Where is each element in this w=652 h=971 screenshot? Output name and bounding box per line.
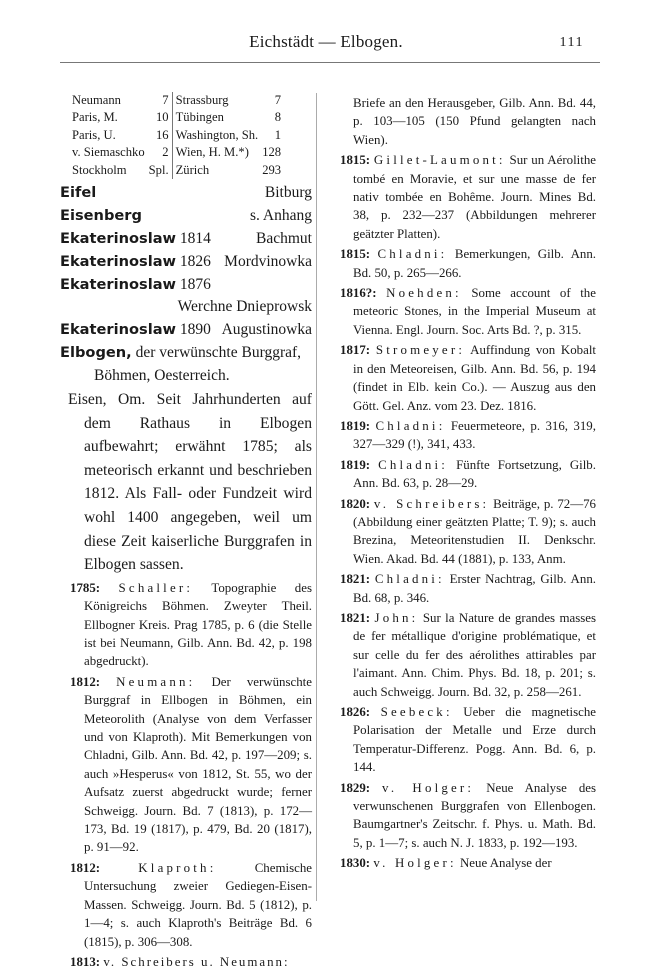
collection-value: 7 — [162, 93, 169, 107]
entry-name: Eifel — [60, 184, 97, 202]
entry-place: Bachmut — [256, 230, 312, 248]
reference-text: Chemische Untersuchung zweier Gediegen-Eisen-Massen. Schweigg. Journ. Bd. 5 (1812), p. 1—4; s. auch Klaproth's Beiträge Bd. 6 (1815), p. 306—308. — [84, 860, 312, 949]
reference-text: Sur un Aérolithe tombé en Moravie, et sur une masse de fer nativ tombée en Bohême. Journ. Mines Bd. 38, p. 232—237 (Abbildungen mehrerer geätzter Platten). — [353, 153, 596, 241]
reference-text: Neue Analyse der — [459, 856, 552, 871]
reference-author: Schaller: — [118, 580, 194, 595]
collection-value: 7 — [274, 93, 282, 107]
reference-year: 1829: — [340, 780, 371, 795]
reference-item — [340, 417, 596, 454]
entry-name: Ekaterinoslaw — [60, 230, 177, 248]
meteorite-entry — [60, 204, 312, 227]
collection-name: Paris, U. — [72, 127, 116, 142]
reference-text: Some account of the meteoric Stones, in the Imperial Museum at Vienna. Engl. Journ. Soc. Arts Bd. ?, p. 315. — [353, 286, 596, 337]
header-rule — [60, 62, 600, 63]
reference-item — [340, 456, 596, 493]
reference-author: John: — [374, 610, 419, 625]
table-row — [70, 162, 284, 179]
reference-item — [340, 570, 596, 607]
page-number: 111 — [559, 35, 584, 50]
meteorite-entry — [60, 250, 312, 273]
reference-item — [340, 609, 596, 701]
reference-year: 1821: — [340, 610, 371, 625]
entry-location: Böhmen, Oesterreich. — [94, 367, 230, 385]
collection-name: Stockholm — [72, 162, 127, 177]
meteorite-entry — [60, 181, 312, 204]
reference-year: 1815: — [340, 153, 371, 168]
collection-name: Zürich — [172, 162, 260, 179]
collection-value: 128 — [262, 145, 282, 160]
table-row — [70, 92, 284, 109]
right-column — [340, 92, 596, 873]
reference-item — [340, 284, 596, 339]
page-header-title: Eichstädt — Elbogen. — [249, 32, 403, 51]
entry-place: Augustinowka — [221, 321, 312, 339]
reference-year: 1812: — [70, 674, 101, 689]
meteorite-entry — [60, 273, 312, 296]
collection-value: 16 — [156, 127, 169, 142]
reference-author: Stromeyer: — [375, 343, 466, 358]
reference-author: v. Schreibers: — [373, 496, 490, 511]
reference-text: Der verwünschte Burggraf in Ellbogen in Böhmen, ein Meteorolith (Analyse von dem Verfasser und von Klaproth). Mit Bemerkungen von Chladni, Gilb. Ann. Bd. 42, p. 197—209; s. auch »Hesperus« von 1812, St. 55, wo der Aufsatz zuerst abgedruckt wurde; ferner Schweigg. Journ. Bd. 7 (1813), p. 172—173, Bd. 19 (1817), p. 479, Bd. 20 (1817), p. 91—92. — [84, 674, 312, 855]
collection-name: Strassburg — [172, 92, 260, 109]
reference-item — [340, 245, 596, 282]
reference-continuation: Briefe an den Herausgeber, Gilb. Ann. Bd. 44, p. 103—105 (150 Pfund gelangten nach Wien). — [353, 96, 596, 147]
reference-author: Klaproth: — [138, 860, 217, 875]
reference-item — [60, 953, 312, 971]
reference-author: Chladni: — [377, 247, 448, 262]
collection-value: 10 — [156, 110, 169, 125]
collection-value: 2 — [162, 145, 169, 160]
reference-year: 1817: — [340, 343, 371, 358]
meteorite-entry — [60, 318, 312, 341]
reference-author: v. Schreibers u. Neumann: — [103, 954, 290, 969]
entry-name: Eisenberg — [60, 207, 142, 225]
reference-author: Gillet-Laumont: — [373, 153, 506, 168]
reference-text: Feuermeteore, p. 316, 319, 327—329 (!), 341, 433. — [353, 418, 596, 452]
entry-place: Werchne Dnieprowsk — [177, 298, 312, 316]
reference-item — [340, 151, 596, 243]
reference-text: Neue Analyse des verwunschenen Burggrafen von Ellenbogen. Baumgartner's Zeitschr. f. Phys. u. Math. Bd. 5, p. 1—7; s. auch N. J. 1833, p. 192—193. — [353, 780, 597, 850]
table-row — [70, 109, 284, 126]
reference-text: Topographie des Königreichs Böhmen. Zweyter Theil. Ellbogner Kreis. Prag 1785, p. 6 (die Stelle ist bei Neumann, Gilb. Ann. Bd. 42, p. 198 abgedruckt). — [84, 580, 312, 669]
reference-text: Auffindung von Kobalt in den Meteoreisen, Gilb. Ann. Bd. 56, p. 194 (findet in Elb. kein Co.). — Auszug aus den Gött. Gel. Anz. vom 23. Dez. 1816. — [353, 343, 596, 413]
collection-weights-table — [70, 92, 284, 179]
reference-year: 1819: — [340, 457, 371, 472]
entry-name: Ekaterinoslaw — [60, 321, 177, 339]
reference-author: v. Holger: — [382, 780, 475, 795]
reference-year: 1830: — [340, 856, 371, 871]
reference-item — [340, 854, 596, 872]
collection-name: v. Siemaschko — [72, 145, 145, 160]
column-divider — [316, 93, 317, 901]
collection-value: 293 — [262, 162, 282, 177]
left-column — [60, 92, 312, 971]
collection-name: Neumann — [72, 93, 121, 107]
reference-year: 1826: — [340, 705, 371, 719]
reference-item — [60, 673, 312, 857]
entry-place: Bitburg — [264, 184, 312, 202]
reference-text: Bemerkungen, Gilb. Ann. Bd. 50, p. 265—266. — [353, 247, 596, 280]
meteorite-entry — [60, 227, 312, 250]
entry-year: 1876 — [179, 276, 211, 294]
collection-name: Washington, Sh. — [172, 127, 260, 144]
reference-author: Chladni: — [375, 418, 446, 433]
elbogen-entry — [60, 341, 312, 387]
reference-text: Beiträge, p. 72—76 (Abbildung einer geätzten Platte; T. 9); s. auch Brezina, Meteoritenstudien II. Denkschr. Wien. Akad. Bd. 44 (1881), p. 133, Anm. — [353, 496, 596, 566]
entry-subtitle: der verwünschte Burggraf, — [135, 344, 302, 362]
reference-item — [340, 703, 596, 777]
reference-year: 1819: — [340, 418, 371, 433]
collection-value: 1 — [274, 127, 282, 142]
reference-year: 1820: — [340, 496, 371, 511]
entry-name: Ekaterinoslaw — [60, 276, 177, 294]
reference-item — [60, 579, 312, 671]
reference-year: 1785: — [70, 580, 101, 595]
table-row — [70, 144, 284, 161]
entry-name: Elbogen, — [60, 344, 132, 362]
running-header — [60, 30, 592, 58]
entry-description: Eisen, Om. Seit Jahrhunderten auf dem Rathaus in Elbogen aufbewahrt; erwähnt 1785; als meteorisch erkannt und beschrieben 1812. Als Fall- oder Fundzeit wird wohl 1400 angegeben, weil um diese Zeit kaiserliche Burggrafen in Elbogen sassen. — [68, 391, 312, 574]
collection-name: Paris, M. — [72, 110, 118, 125]
entry-year: 1826 — [179, 253, 211, 271]
entry-place: Mordvinowka — [224, 253, 312, 271]
reference-author: Neumann: — [116, 674, 196, 689]
reference-item — [340, 495, 596, 569]
reference-year: 1821: — [340, 572, 371, 587]
reference-author: v. Holger: — [373, 856, 457, 871]
reference-text: Ueber die magnetische Polarisation der Metalle und Erze durch Temperatur-Differenz. Pogg. Ann. Bd. 6, p. 144. — [353, 705, 596, 775]
reference-author: Chladni: — [374, 572, 445, 587]
reference-text: Sur la Nature de grandes masses de fer métallique d'origine problématique, et sur celle du fer des aérolithes attirables par l'aimant. Ann. Chim. Phys. Bd. 18, p. 201; s. auch Schweigg. Journ. Bd. 32, p. 258—261. — [353, 610, 596, 699]
collection-value: Spl. — [148, 162, 169, 177]
reference-author: Chladni: — [378, 457, 449, 472]
reference-year: 1812: — [70, 860, 101, 875]
collection-name: Tübingen — [172, 109, 260, 126]
reference-text: Fünfte Fortsetzung, Gilb. Ann. Bd. 63, p. 28—29. — [353, 457, 596, 491]
reference-item — [60, 859, 312, 951]
reference-author: Seebeck: — [380, 705, 453, 719]
reference-year: 1816?: — [340, 286, 377, 301]
collection-value: 8 — [274, 110, 282, 125]
collection-name: Wien, H. M.*) — [172, 144, 260, 161]
table-row — [70, 127, 284, 144]
reference-text: Erster Nachtrag, Gilb. Ann. Bd. 68, p. 346. — [353, 572, 596, 605]
entry-year: 1814 — [179, 230, 211, 248]
reference-item — [340, 341, 596, 415]
reference-author: Noehden: — [386, 286, 462, 301]
reference-item — [340, 779, 596, 853]
entry-name: Ekaterinoslaw — [60, 253, 177, 271]
entry-place: s. Anhang — [250, 207, 312, 225]
entry-year: 1890 — [179, 321, 211, 339]
reference-year: 1813: — [70, 954, 101, 969]
reference-year: 1815: — [340, 247, 371, 262]
